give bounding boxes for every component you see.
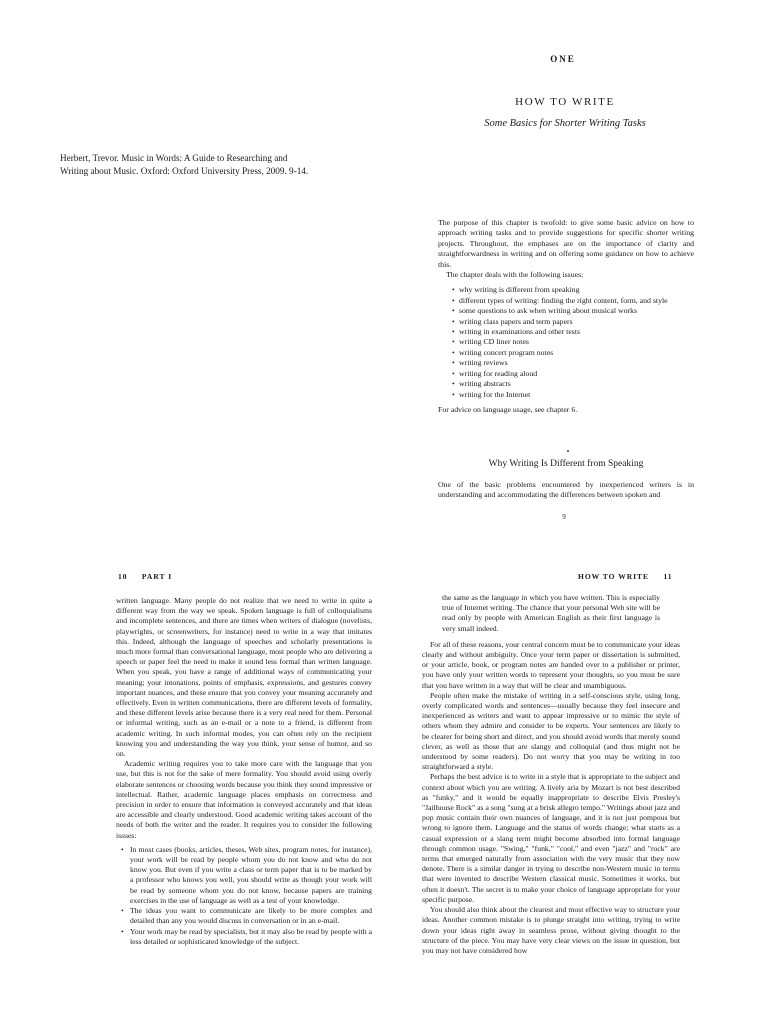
right-section-label: HOW TO WRITE	[578, 572, 650, 581]
citation-line-2: Writing about Music. Oxford: Oxford University Press, 2009. 9-14.	[60, 166, 309, 176]
issue-item: • writing for the Internet	[452, 390, 694, 400]
left-bullet-list	[116, 845, 372, 947]
advice-line: For advice on language usage, see chapter 6.	[438, 404, 578, 414]
left-page-number: 10	[118, 572, 128, 581]
section-heading: Why Writing Is Different from Speaking	[488, 459, 644, 469]
chapter-label: ONE	[550, 54, 576, 64]
issue-item: • writing for reading aloud	[452, 369, 694, 379]
right-quote-block: the same as the language in which you have written. This is especially true of Internet writing. The chance that your personal Web site will be read only by people with American English as their first language is very small indeed.	[442, 593, 660, 633]
issues-list	[452, 285, 694, 399]
chapter-intro	[438, 218, 694, 415]
right-paragraph-4: You should also think about the clearest and most effective way to structure your ideas. Another common mistake is to plunge straight into writing, trying to write down your ideas right away in seamless prose, without giving thought to the structure of the piece. You may have very clear views on the issue in question, but you may not have considered how	[422, 905, 680, 955]
issue-item: • some questions to ask when writing about musical works	[452, 306, 694, 316]
left-paragraph-2: Academic writing requires you to take more care with the language that you use, but this is not for the sake of mere formality. You should avoid using overly elaborate sentences or choosing words because you think they sound impressive or intellectual. Rather, academic language places emphasis on correctness and precision in order to ensure that information is conveyed accurately and that ideas are accessible and clearly understood. Good academic writing takes account of the needs of both the writer and the reader. It requires you to consider the following issues:	[116, 759, 372, 840]
issue-item: • writing abstracts	[452, 379, 694, 389]
left-bullet-item: • Your work may be read by specialists, but it may also be read by people with a less detailed or sophisticated knowledge of the subject.	[116, 927, 372, 947]
right-running-head	[578, 572, 673, 581]
issue-item: • writing class papers and term papers	[452, 317, 694, 327]
intro-paragraph: The purpose of this chapter is twofold: to give some basic advice on how to approach writing tasks and to provide suggestions for specific shorter writing projects. Throughout, the emphases are on the importance of clarity and straightforwardness in writing and on offering some guidance on how to achieve this.	[438, 218, 694, 269]
deals-with-line: The chapter deals with the following issues:	[446, 270, 584, 280]
issue-item: • writing in examinations and other tests	[452, 327, 694, 337]
print-speck	[567, 450, 569, 452]
section-lead-paragraph: One of the basic problems encountered by inexperienced writers is in understanding and accommodating the differences between spoken and	[438, 480, 694, 500]
issue-item: • why writing is different from speaking	[452, 285, 694, 295]
citation	[60, 152, 340, 178]
left-paragraph-1: written language. Many people do not realize that we need to write in quite a different way from the way we speak. Spoken language is full of colloquialisms and incomplete sentences, and there are times when writers of dialogue (novelists, playwrights, or screenwriters, for instance) need to write in a way that imitates this. Indeed, although the language of speeches and scholarly presentations is much more formal than conversational language, most people who are delivering a speech or paper feel the need to make it sound less formal than written language. When you speak, you have a range of additional ways of communicating your meaning; your intonations, points of emphasis, expressions, and gestures convey important nuances, and these ensure that you convey your meaning accurately and effectively. Even in written communications, there are different levels of formality, and these different levels arise because there is a very real need for them. Personal or informal writing, such as an e-mail or a note to a friend, is different from academic writing. In such informal modes, you can often rely on the recipient knowing you and understanding the way you think, your sense of humor, and so on.	[116, 596, 372, 759]
right-paragraph-3: Perhaps the best advice is to write in a style that is appropriate to the subject and context about which you are writing. A lively aria by Mozart is not best described as "funky," and it would be equally inappropriate to describe Elvis Presley's "Jailhouse Rock" as a song "sung at a brisk allegro tempo." Writings about jazz and pop music contain their own nuances of language, and it is not just pompous but wrong to ignore them. Language and the status of words change; what starts as a casual expression or a slang term might become absorbed into formal language through common usage. "Swing," "funk," "cool," and even "jazz" and "rock" are terms that emerged naturally from association with the very music that they now denote. There is a similar danger in trying to describe non-Western music in terms that were invented to describe Western classical music. Sometimes it works, but often it doesn't. The secret is to make your choice of language appropriate for your specific purpose.	[422, 772, 680, 904]
issue-item: • different types of writing: finding the right content, form, and style	[452, 296, 694, 306]
left-bullet-item: • The ideas you want to communicate are likely to be more complex and detailed than any you would discuss in conversation or in an e-mail.	[116, 906, 372, 926]
right-paragraph-1: For all of these reasons, your central concern must be to communicate your ideas clearly and without ambiguity. Once your term paper or dissertation is submitted, or your article, book, or program notes are handed over to a publisher or printer, you have only your written words to represent your thoughts, so you must be sure that you have written in a way that will be clear and unambiguous.	[422, 639, 680, 690]
left-bullet-item: • In most cases (books, articles, theses, Web sites, program notes, for instance), your work will be read by people whom you do not know and who do not know you. But even if you write a class or term paper that is to be marked by a professor who knows you well, you should write as though your work will be read by someone whom you do not know, because papers are training exercises in the use of language as well as a test of your knowledge.	[116, 845, 372, 906]
citation-line-1: Herbert, Trevor. Music in Words: A Guide to Researching and	[60, 153, 288, 163]
issue-item: • writing CD liner notes	[452, 337, 694, 347]
right-page-body	[422, 593, 680, 956]
issue-item: • writing reviews	[452, 358, 694, 368]
left-section-label: PART I	[141, 572, 173, 581]
chapter-subtitle: Some Basics for Shorter Writing Tasks	[484, 118, 646, 129]
chapter-title: HOW TO WRITE	[515, 96, 615, 108]
right-page-number: 11	[663, 572, 673, 581]
page-number-9: 9	[562, 513, 566, 521]
issue-item: • writing concert program notes	[452, 348, 694, 358]
left-running-head	[118, 572, 172, 581]
right-paragraph-2: People often make the mistake of writing in a self-conscious style, using long, overly complicated words and sentences—usually because they feel insecure and inexperienced as writers and want to appear impressive or to mimic the style of others whom they admire and consider to be experts. Your sentences are likely to be clearer for being short and direct, and you should avoid words that merely sound clever, as well as those that are slangy and colloquial (and thus might not be understood by some readers). Do not worry that you may be writing in too straightforward a style.	[422, 690, 680, 772]
left-page-body	[116, 596, 372, 947]
